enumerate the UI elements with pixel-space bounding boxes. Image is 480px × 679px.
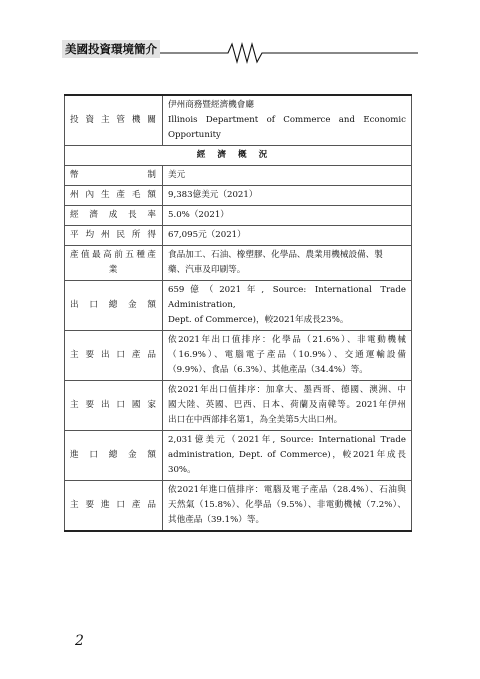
value-line: 659億（2021年, Source: International Trade Administration,: [168, 285, 406, 310]
row-value: [163, 186, 412, 206]
row-label: [65, 246, 163, 281]
row-label: 平均州民所得: [65, 226, 163, 246]
running-header: [62, 40, 418, 66]
row-label: 主要出口產品: [65, 331, 163, 381]
value-line: Dept. of Commerce)，較2021年成長23%。: [168, 315, 349, 325]
table-row: [65, 481, 412, 532]
header-title: 美國投資環境簡介: [62, 40, 160, 58]
label-line: 業: [108, 265, 119, 275]
value-line: 美元: [168, 170, 186, 180]
row-value: [163, 481, 412, 532]
value-line: 依2021年出口值排序：化學品（21.6%）、非電動機械: [168, 335, 406, 345]
row-label: 進口總金額: [65, 431, 163, 481]
table-row: [65, 281, 412, 331]
table-row: [65, 186, 412, 206]
label-line: 產值最高前五種產: [70, 250, 157, 260]
investment-info-table: [64, 94, 412, 532]
page-number: 2: [75, 633, 84, 649]
value-line: 出口在中西部排名第1，為全美第5大出口州。: [168, 415, 343, 425]
table-row: [65, 226, 412, 246]
table-row-authority: [65, 95, 412, 146]
table-row: [65, 381, 412, 431]
value-line: 其他產品（39.1%）等。: [168, 515, 265, 525]
value-line: 依2021年出口值排序：加拿大、墨西哥、德國、澳洲、中: [168, 385, 406, 395]
section-header-row: [65, 146, 412, 166]
value-line: administration, Dept. of Commerce)，較2021年成長30%。: [168, 450, 406, 475]
table-row: [65, 331, 412, 381]
row-label: 主要出口國家: [65, 381, 163, 431]
table-row: [65, 206, 412, 226]
row-value: [163, 431, 412, 481]
value-line: （16.9%）、電腦電子產品（10.9%）、交通運輸設備: [168, 350, 406, 360]
section-title: 經濟概況: [65, 146, 412, 166]
value-line: （9.9%）、食品（6.3%）、其他產品（34.4%）等。: [168, 365, 368, 375]
row-value: [163, 206, 412, 226]
value-line: 2,031億美元（2021年, Source: International Trade: [168, 435, 406, 445]
row-label: 投資主管機關: [65, 95, 163, 146]
row-value: [163, 331, 412, 381]
row-value: [163, 95, 412, 146]
row-value: [163, 226, 412, 246]
value-line: 依2021年進口值排序：電腦及電子產品（28.4%）、石油與: [168, 485, 406, 495]
table-row: [65, 166, 412, 186]
value-line: 9,383億美元（2021）: [168, 190, 258, 200]
row-label: 主要進口產品: [65, 481, 163, 532]
row-value: [163, 281, 412, 331]
value-line: 國大陸、英國、巴西、日本、荷蘭及南韓等。2021年伊州: [168, 400, 406, 410]
value-line: 67,095元（2021）: [168, 230, 246, 240]
heartbeat-line-icon: [62, 40, 418, 66]
table-row: [65, 246, 412, 281]
table-row: [65, 431, 412, 481]
authority-name-en: Illinois Department of Commerce and Economic Opportunity: [168, 115, 406, 140]
authority-name-zh: 伊州商務暨經濟機會廳: [168, 100, 254, 110]
row-value: [163, 166, 412, 186]
row-value: [163, 246, 412, 281]
row-label: 出口總金額: [65, 281, 163, 331]
value-line: 5.0%（2021）: [168, 210, 229, 220]
row-label: 州內生產毛額: [65, 186, 163, 206]
value-line: 天然氣（15.8%）、化學品（9.5%）、非電動機械（7.2%）、: [168, 500, 406, 510]
row-value: [163, 381, 412, 431]
value-line: 食品加工、石油、橡塑膠、化學品、農業用機械設備、製: [168, 250, 383, 260]
value-line: 藥、汽車及印刷等。: [168, 265, 246, 275]
row-label: 幣制: [65, 166, 163, 186]
row-label: 經濟成長率: [65, 206, 163, 226]
